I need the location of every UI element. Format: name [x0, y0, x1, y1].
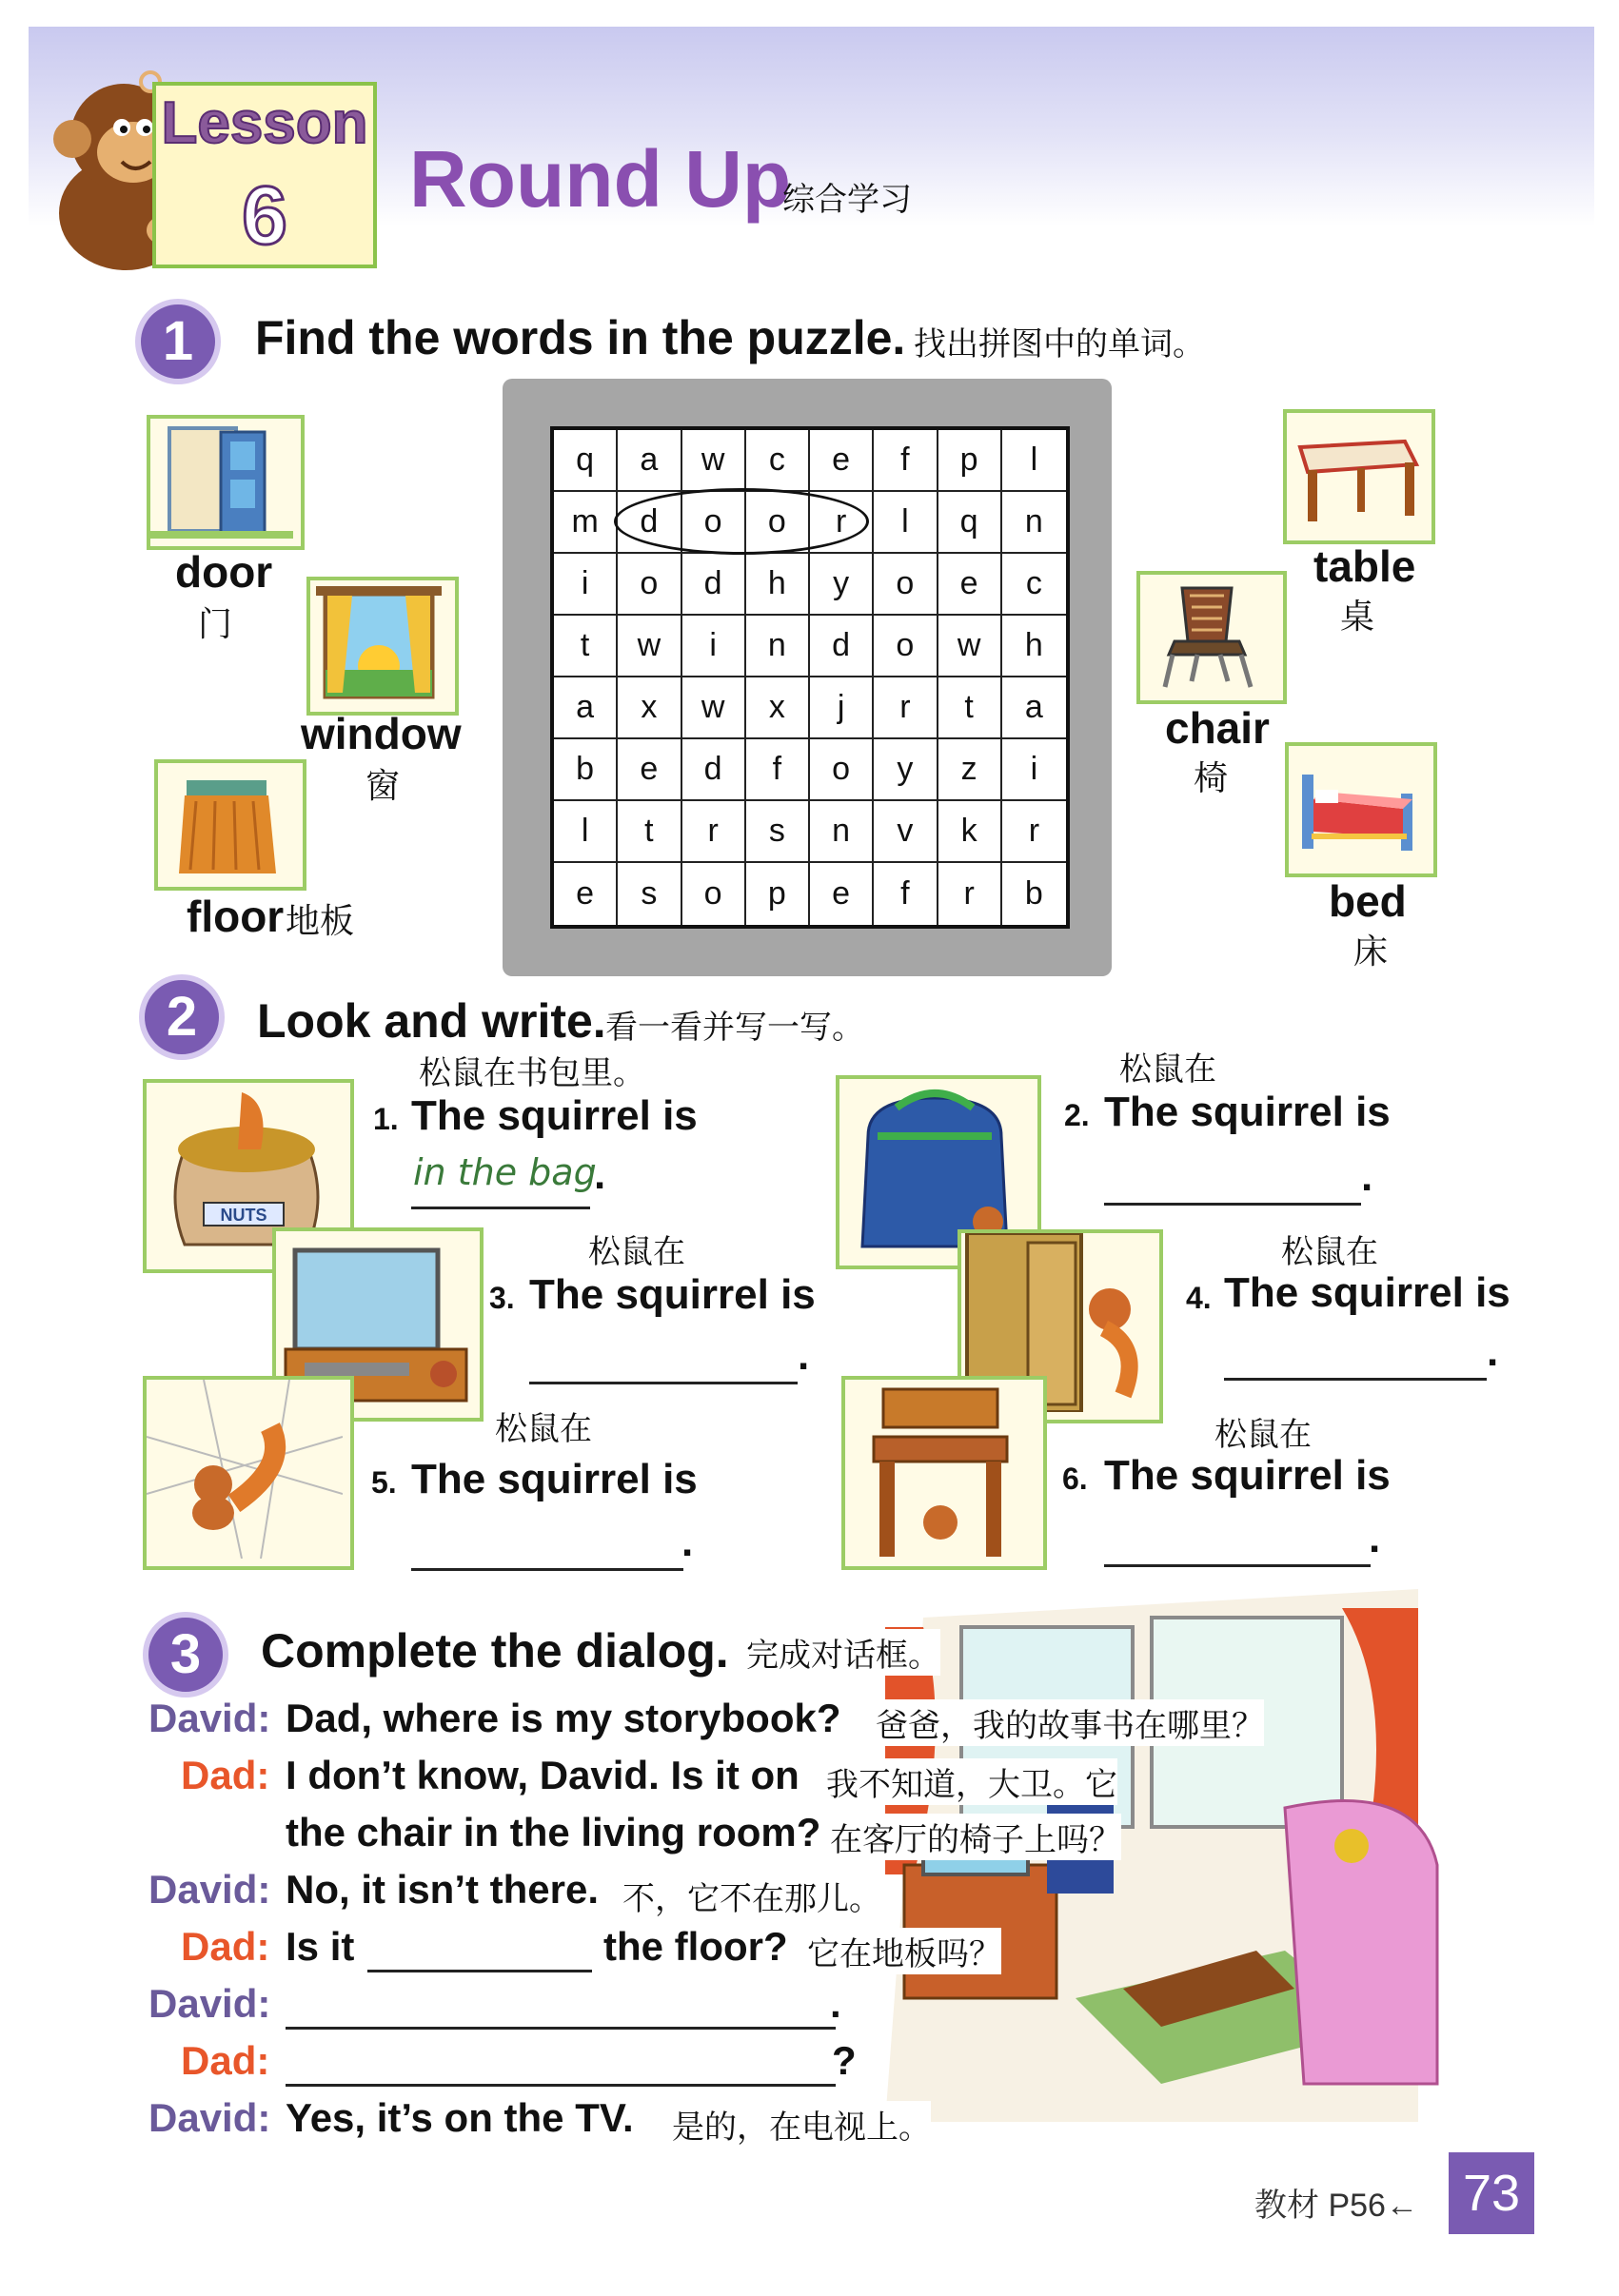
puzzle-cell: p: [938, 430, 1002, 492]
puzzle-cell: r: [874, 677, 938, 739]
puzzle-cell: o: [618, 554, 681, 616]
puzzle-cell: b: [1024, 875, 1043, 912]
puzzle-cell: r: [810, 492, 874, 554]
puzzle-cell: t: [618, 801, 681, 863]
item-1-period: .: [594, 1151, 606, 1198]
item-2-hint: 松鼠在: [1119, 1051, 1216, 1088]
puzzle-cell: d: [682, 739, 746, 801]
puzzle-cell: a: [554, 677, 618, 739]
word-chair: chair: [1165, 703, 1270, 753]
line-2-speaker: Dad:: [181, 1753, 270, 1797]
line-7-end: ?: [832, 2038, 857, 2083]
line-4-text: No, it isn’t there.: [286, 1867, 600, 1912]
section-3-title: Complete the dialog.: [261, 1624, 729, 1678]
chair-icon: [1140, 575, 1275, 693]
puzzle-cell: z: [938, 739, 1002, 801]
puzzle-cell: e: [810, 430, 874, 492]
door-picture: [147, 415, 305, 550]
item-5-answer-line: [411, 1568, 683, 1571]
puzzle-cell: k: [938, 801, 1002, 863]
word-floor-cn: 地板: [286, 901, 355, 940]
item-5-hint: 松鼠在: [495, 1411, 592, 1447]
line-6-speaker: David:: [148, 1981, 271, 2026]
puzzle-cell: q: [938, 492, 1002, 554]
puzzle-cell: h: [746, 554, 810, 616]
puzzle-cell: s: [746, 801, 810, 863]
puzzle-cell: a: [618, 430, 681, 492]
item-5-text: The squirrel is: [411, 1456, 698, 1502]
picture-6-chair: [841, 1376, 1047, 1570]
word-floor: floor: [187, 892, 285, 941]
puzzle-cell: i: [682, 616, 746, 677]
line-1-speaker: David:: [148, 1696, 271, 1740]
puzzle-cell: f: [874, 430, 938, 492]
puzzle-cell: e: [554, 863, 618, 925]
puzzle-cell: o: [874, 616, 938, 677]
page-title-cn: 综合学习: [782, 182, 912, 218]
puzzle-cell: o: [810, 739, 874, 801]
word-window-cn: 窗: [365, 766, 401, 805]
line-7-speaker: Dad:: [181, 2038, 270, 2083]
line-2-cn: 我不知道，大卫。它: [826, 1758, 1117, 1805]
textbook-reference: 教材 P56←: [1254, 2188, 1418, 2224]
puzzle-cell: m: [554, 492, 618, 554]
puzzle-cell: y: [874, 739, 938, 801]
puzzle-cell: w: [682, 677, 746, 739]
table-picture: [1283, 409, 1435, 544]
section-1-title-cn: 找出拼图中的单词。: [914, 326, 1205, 363]
line-4-cn: 不，它不在那儿。: [622, 1873, 881, 1919]
section-1-title: Find the words in the puzzle.: [255, 311, 906, 364]
item-4-number: 4.: [1186, 1281, 1212, 1315]
table-icon: [1287, 413, 1424, 533]
bed-picture: [1285, 742, 1437, 877]
puzzle-cell: i: [1002, 739, 1066, 801]
item-5-number: 5.: [371, 1465, 397, 1500]
puzzle-cell: i: [554, 554, 618, 616]
item-1-answer-line: [411, 1207, 590, 1209]
puzzle-cell: p: [746, 863, 810, 925]
puzzle-cell: o: [746, 492, 810, 554]
puzzle-cell: r: [938, 863, 1002, 925]
puzzle-cell: d: [618, 492, 681, 554]
puzzle-cell: o: [682, 863, 746, 925]
line-5-text-b: the floor?: [603, 1924, 788, 1969]
puzzle-cell: f: [746, 739, 810, 801]
puzzle-cell: d: [810, 616, 874, 677]
item-4-answer-line: [1224, 1378, 1487, 1381]
squirrel-on-floor-icon: [147, 1380, 343, 1559]
line-8-speaker: David:: [148, 2095, 271, 2140]
puzzle-cell: x: [746, 677, 810, 739]
word-chair-cn: 椅: [1194, 758, 1229, 797]
item-1-answer: in the bag: [413, 1151, 597, 1193]
item-4-hint: 松鼠在: [1281, 1234, 1378, 1270]
puzzle-cell: e: [618, 739, 681, 801]
puzzle-cell: o: [682, 492, 746, 554]
item-1-text: The squirrel is: [411, 1092, 698, 1139]
item-2-answer-line: [1104, 1203, 1361, 1206]
line-1-cn: 爸爸，我的故事书在哪里？: [876, 1699, 1264, 1746]
puzzle-cell: s: [618, 863, 681, 925]
section-1-number: 1: [135, 299, 221, 384]
item-3-number: 3.: [489, 1281, 515, 1315]
word-door-cn: 门: [198, 604, 233, 643]
door-icon: [150, 419, 293, 539]
section-3-number: 3: [143, 1612, 228, 1697]
puzzle-cell: l: [1002, 430, 1066, 492]
line-8-text: Yes, it’s on the TV.: [286, 2095, 634, 2140]
item-5-period: .: [681, 1519, 694, 1565]
puzzle-cell: w: [938, 616, 1002, 677]
puzzle-cell: w: [618, 616, 681, 677]
item-6-hint: 松鼠在: [1214, 1417, 1312, 1453]
puzzle-cell: q: [554, 430, 618, 492]
line-5-text-a: Is it: [286, 1924, 355, 1969]
line-2-text: I don’t know, David. Is it on: [286, 1753, 800, 1797]
page-title: Round Up: [409, 134, 792, 224]
nuts-label: NUTS: [220, 1206, 267, 1225]
item-2-text: The squirrel is: [1104, 1089, 1391, 1135]
puzzle-cell: d: [682, 554, 746, 616]
puzzle-cell: j: [810, 677, 874, 739]
item-6-text: The squirrel is: [1104, 1452, 1391, 1499]
window-picture: [306, 577, 459, 716]
puzzle-cell: c: [746, 430, 810, 492]
puzzle-cell: o: [874, 554, 938, 616]
item-6-answer-line: [1104, 1564, 1371, 1567]
puzzle-cell: h: [1002, 616, 1066, 677]
puzzle-cell: n: [746, 616, 810, 677]
word-table: table: [1313, 541, 1416, 591]
line-5-speaker: Dad:: [181, 1924, 270, 1969]
section-2-title-cn: 看一看并写一写。: [605, 1010, 864, 1046]
line-6-answer-line: [286, 2027, 836, 2030]
line-7-answer-line: [286, 2084, 836, 2087]
word-table-cn: 桌: [1340, 597, 1375, 636]
puzzle-cell: l: [554, 801, 618, 863]
item-2-number: 2.: [1064, 1098, 1090, 1132]
item-4-period: .: [1487, 1328, 1499, 1375]
item-6-number: 6.: [1062, 1462, 1088, 1496]
item-6-period: .: [1369, 1515, 1381, 1561]
line-3-text: the chair in the living room?: [286, 1810, 821, 1854]
item-1-hint: 松鼠在书包里。: [419, 1055, 645, 1091]
puzzle-cell: f: [874, 863, 938, 925]
window-icon: [310, 580, 447, 704]
puzzle-cell: n: [810, 801, 874, 863]
line-5-answer-line: [367, 1970, 592, 1972]
word-bed-cn: 床: [1353, 932, 1389, 971]
item-1-number: 1.: [373, 1102, 399, 1136]
line-5-cn: 它在地板吗？: [807, 1928, 1001, 1974]
line-1-text: Dad, where is my storybook?: [286, 1696, 841, 1740]
puzzle-cell: l: [874, 492, 938, 554]
puzzle-cell: w: [682, 430, 746, 492]
word-window: window: [301, 709, 462, 758]
line-4-speaker: David:: [148, 1867, 271, 1912]
line-3-cn: 在客厅的椅子上吗？: [830, 1814, 1121, 1860]
bed-icon: [1289, 746, 1426, 866]
floor-picture: [154, 759, 306, 891]
word-door: door: [175, 547, 273, 597]
lesson-number: 6: [242, 170, 287, 262]
line-8-cn: 是的，在电视上。: [672, 2101, 931, 2148]
item-3-answer-line: [529, 1382, 798, 1384]
puzzle-cell: t: [938, 677, 1002, 739]
lesson-word: Lesson: [161, 90, 368, 156]
chair-picture: [1136, 571, 1287, 704]
puzzle-cell: e: [938, 554, 1002, 616]
puzzle-cell: x: [618, 677, 681, 739]
door-circled: [614, 488, 869, 555]
item-3-text: The squirrel is: [529, 1271, 816, 1318]
floor-brush-icon: [158, 763, 295, 879]
word-bed: bed: [1329, 876, 1407, 926]
item-4-text: The squirrel is: [1224, 1269, 1510, 1316]
puzzle-cell: c: [1002, 554, 1066, 616]
item-2-period: .: [1361, 1153, 1373, 1200]
puzzle-cell: y: [810, 554, 874, 616]
puzzle-cell: r: [1002, 801, 1066, 863]
picture-5-floor: [143, 1376, 354, 1570]
puzzle-cell: t: [554, 616, 618, 677]
puzzle-cell: v: [874, 801, 938, 863]
item-3-hint: 松鼠在: [588, 1234, 685, 1270]
page-number: 73: [1449, 2152, 1534, 2234]
puzzle-cell: b: [554, 739, 618, 801]
puzzle-cell: n: [1002, 492, 1066, 554]
item-3-period: .: [798, 1332, 810, 1379]
puzzle-cell: e: [810, 863, 874, 925]
line-6-end: .: [830, 1981, 841, 2026]
section-2-title: Look and write.: [257, 994, 606, 1048]
section-2-number: 2: [139, 974, 225, 1060]
puzzle-cell: a: [1002, 677, 1066, 739]
lesson-badge: [152, 82, 377, 268]
squirrel-under-chair-icon: [845, 1380, 1036, 1559]
section-3-title-cn: 完成对话框。: [746, 1629, 940, 1676]
puzzle-cell: r: [682, 801, 746, 863]
